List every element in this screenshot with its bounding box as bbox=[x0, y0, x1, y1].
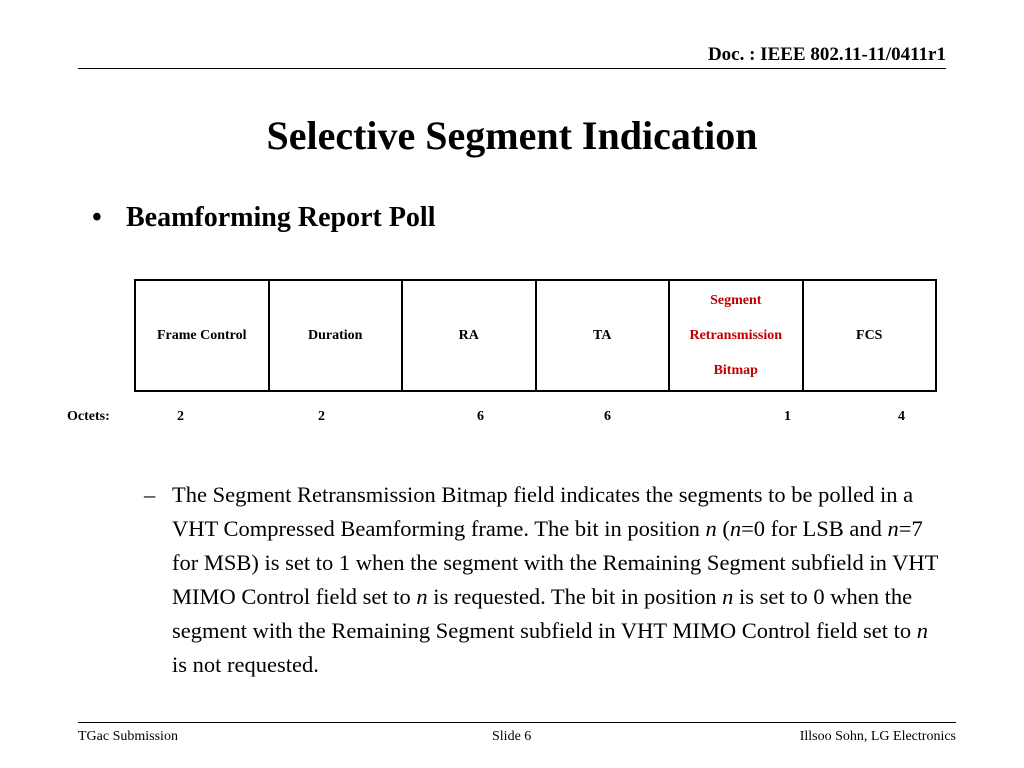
field-segment-retransmission-bitmap: Segment Retransmission Bitmap bbox=[669, 280, 803, 391]
octets-value: 1 bbox=[784, 409, 791, 424]
octets-value: 4 bbox=[898, 409, 905, 424]
sub-bullet bbox=[144, 478, 944, 682]
octets-label: Octets: bbox=[67, 409, 110, 424]
field-ta: TA bbox=[536, 280, 670, 391]
octets-value: 6 bbox=[477, 409, 484, 424]
main-bullet-text: Beamforming Report Poll bbox=[126, 202, 436, 233]
octets-value: 2 bbox=[177, 409, 184, 424]
footer-right: Illsoo Sohn, LG Electronics bbox=[799, 729, 956, 744]
field-duration: Duration bbox=[269, 280, 403, 391]
footer-slide-number: Slide 6 bbox=[492, 729, 532, 744]
frame-format-table bbox=[134, 279, 937, 392]
octets-value: 2 bbox=[318, 409, 325, 424]
octets-value: 6 bbox=[604, 409, 611, 424]
sub-bullet-dash: – bbox=[144, 482, 156, 507]
sub-bullet-text: The Segment Retransmission Bitmap field indicates the segments to be polled in a VHT Compressed Beamforming frame. The bit in position n (n=0 for LSB and n=7 for MSB) is set to 1 when the segment with the Remaining Segment subfield in VHT MIMO Control field set to n is requested. The bit in position n is set to 0 when the segment with the Remaining Segment subfield in VHT MIMO Control field set to n is not requested. bbox=[172, 482, 938, 677]
footer-divider bbox=[78, 722, 956, 723]
field-ra: RA bbox=[402, 280, 536, 391]
slide-title: Selective Segment Indication bbox=[266, 113, 758, 158]
doc-id: Doc. : IEEE 802.11-11/0411r1 bbox=[707, 44, 946, 65]
footer-left: TGac Submission bbox=[78, 729, 178, 744]
field-frame-control: Frame Control bbox=[135, 280, 269, 391]
bullet-dot-icon: • bbox=[92, 202, 102, 233]
main-bullet bbox=[92, 202, 436, 234]
header-divider bbox=[78, 68, 946, 69]
field-fcs: FCS bbox=[803, 280, 937, 391]
